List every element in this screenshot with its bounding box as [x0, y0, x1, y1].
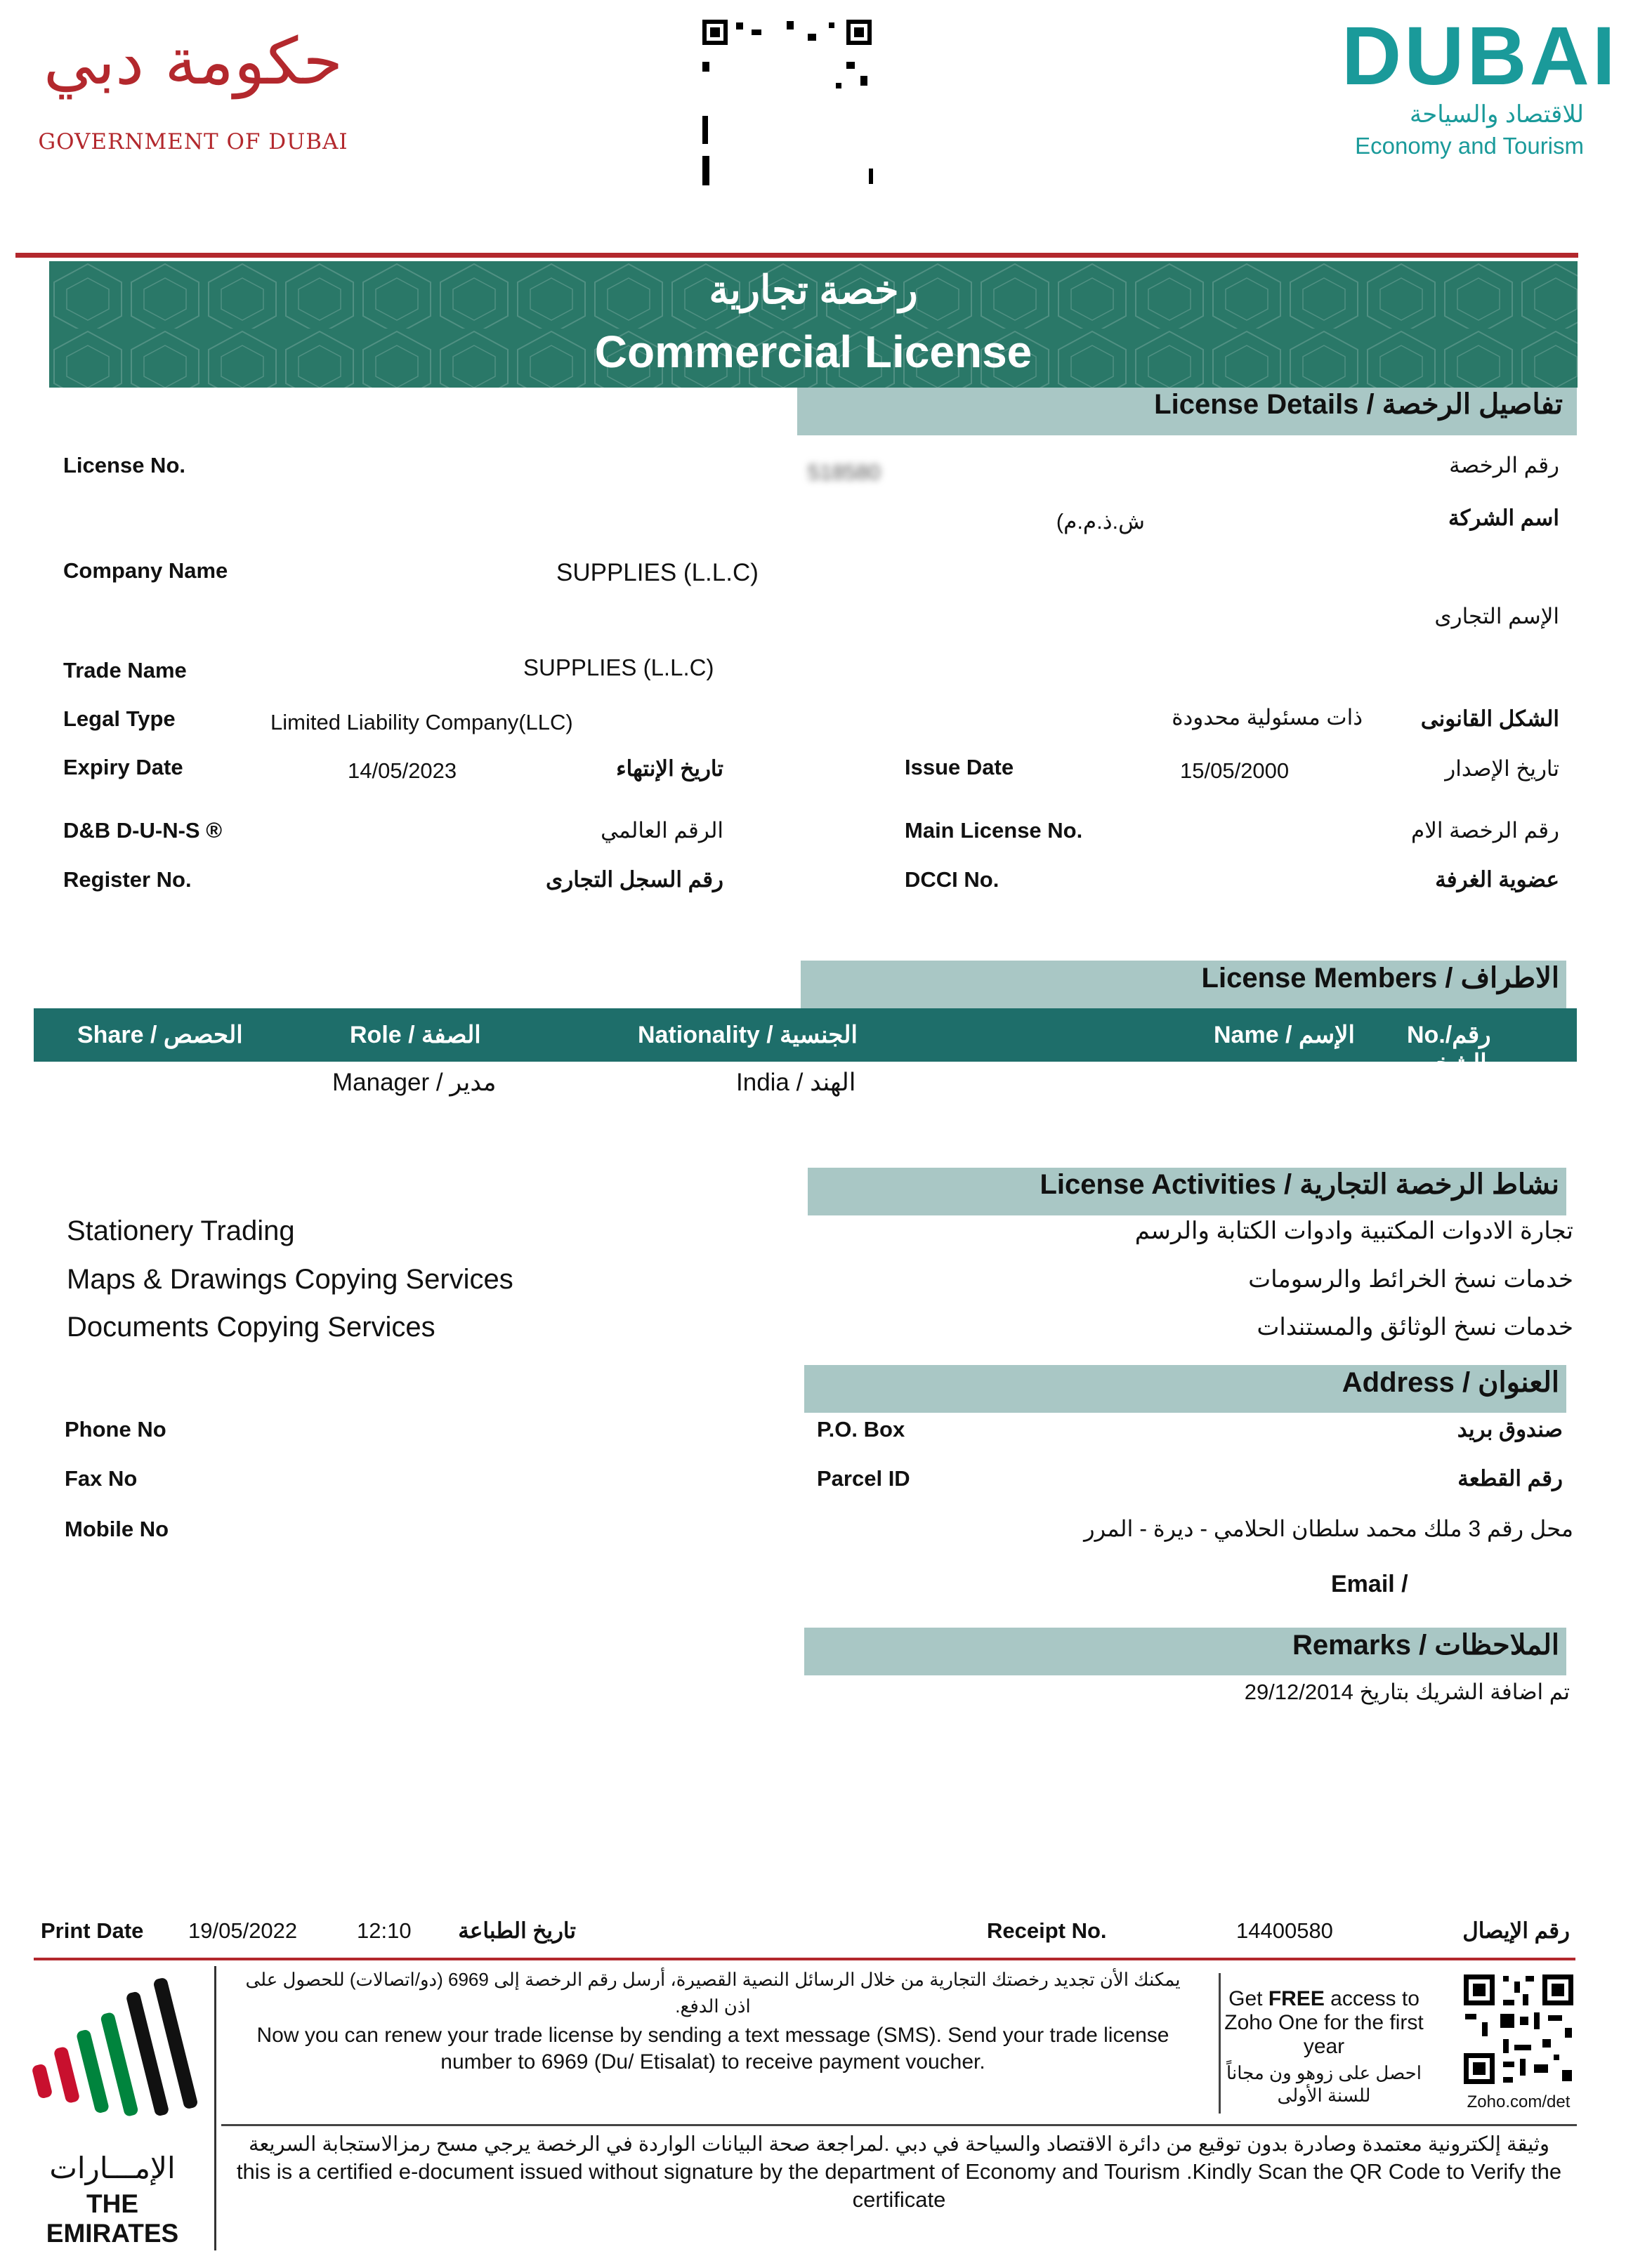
- activity-en-1: Stationery Trading: [67, 1215, 295, 1246]
- banner-title-arabic: رخصة تجارية: [709, 268, 918, 312]
- activity-en-2: Maps & Drawings Copying Services: [67, 1264, 513, 1295]
- col-name: Name / الإسم: [1214, 1022, 1355, 1048]
- issue-date-value: 15/05/2000: [1180, 758, 1290, 783]
- main-license-label: Main License No.: [905, 818, 1083, 843]
- zoho-link[interactable]: Zoho.com/det: [1467, 2092, 1571, 2111]
- sms-notice: [232, 1966, 1194, 2076]
- zoho-promo-arabic: احصل على زوهو ون مجاناً للسنة الأولى: [1226, 2062, 1422, 2106]
- dubai-logo-word: DUBAI: [1342, 10, 1618, 103]
- expiry-date-label-ar: تاريخ الإنتهاء: [616, 756, 723, 781]
- member-role: Manager / مدير: [332, 1069, 497, 1096]
- address-line-ar: محل رقم 3 ملك محمد سلطان الحلامي - ديرة - المرر: [1084, 1516, 1573, 1541]
- redacted-mark-1: [702, 116, 708, 144]
- register-no-label-ar: رقم السجل التجارى: [546, 867, 723, 892]
- zoho-qr-code[interactable]: [1461, 1972, 1576, 2087]
- dcci-no-label: DCCI No.: [905, 867, 999, 892]
- license-activities-title: License Activities / نشاط الرخصة التجارية: [1040, 1169, 1559, 1200]
- receipt-label-ar: رقم الإيصال: [1462, 1918, 1570, 1943]
- footer-vertical-divider: [214, 1966, 216, 2250]
- member-nationality: India / الهند: [736, 1069, 856, 1096]
- trade-name-value: SUPPLIES (L.L.C): [523, 654, 714, 680]
- expiry-date-label: Expiry Date: [63, 755, 183, 779]
- company-name-label-ar: اسم الشركة: [1448, 506, 1559, 530]
- gov-logo-arabic: حكومة دبي: [43, 24, 343, 99]
- receipt-value: 14400580: [1236, 1918, 1333, 1943]
- print-date-label-ar: تاريخ الطباعة: [458, 1918, 576, 1943]
- col-role: Role / الصفة: [350, 1022, 481, 1048]
- company-name-value-ar: ش.ذ.م.م): [1056, 509, 1145, 534]
- dubai-logo-english: Economy and Tourism: [1355, 133, 1584, 159]
- legal-type-label: Legal Type: [63, 706, 176, 731]
- legal-type-label-ar: الشكل القانونى: [1420, 706, 1559, 731]
- certified-divider: [221, 2124, 1577, 2126]
- emirates-logo: [21, 1973, 204, 2248]
- emirates-flag-stripes-icon: [21, 1973, 204, 2142]
- phone-label: Phone No: [65, 1417, 166, 1442]
- email-label: Email /: [1331, 1571, 1408, 1597]
- commercial-license-banner: [49, 261, 1578, 388]
- duns-label-ar: الرقم العالمي: [601, 818, 723, 843]
- dubai-economy-tourism-logo: [1342, 10, 1618, 176]
- issue-date-label: Issue Date: [905, 755, 1014, 779]
- main-license-label-ar: رقم الرخصة الام: [1411, 818, 1559, 843]
- trade-name-label: Trade Name: [63, 658, 187, 683]
- activity-en-3: Documents Copying Services: [67, 1312, 435, 1343]
- redacted-mark-3: [869, 169, 873, 184]
- expiry-date-value: 14/05/2023: [348, 758, 457, 783]
- government-of-dubai-logo: [35, 20, 351, 160]
- member-row: [34, 1062, 1577, 1111]
- receipt-label: Receipt No.: [987, 1918, 1107, 1943]
- license-no-label-ar: رقم الرخصة: [1449, 453, 1559, 477]
- mobile-label: Mobile No: [65, 1517, 169, 1541]
- emirates-logo-english: THE EMIRATES: [46, 2189, 179, 2248]
- license-details-title: License Details / تفاصيل الرخصة: [1154, 389, 1563, 420]
- fax-label: Fax No: [65, 1466, 138, 1491]
- trade-name-label-ar: الإسم التجارى: [1434, 604, 1559, 628]
- license-members-title: License Members / الاطراف: [1201, 963, 1559, 994]
- zoho-promo-english-1: Get: [1228, 1987, 1268, 2010]
- qr-code-top: [702, 20, 874, 97]
- activity-ar-3: خدمات نسخ الوثائق والمستندات: [1257, 1314, 1573, 1340]
- dcci-no-label-ar: عضوية الغرفة: [1435, 867, 1559, 892]
- zoho-promo-english: [1212, 1987, 1436, 2059]
- license-no-label: License No.: [63, 453, 185, 477]
- remarks-text: تم اضافة الشريك بتاريخ 29/12/2014: [1244, 1680, 1570, 1704]
- certified-notice: [225, 2131, 1573, 2214]
- activity-ar-1: تجارة الادوات المكتبية وادوات الكتابة والرسم: [1134, 1218, 1573, 1244]
- col-nationality: Nationality / الجنسية: [638, 1022, 858, 1048]
- zoho-promo-free: FREE: [1268, 1987, 1325, 2010]
- remarks-title: Remarks / الملاحظات: [1292, 1630, 1559, 1661]
- col-no: No./رقم الشخص: [1407, 1022, 1491, 1076]
- company-name-label: Company Name: [63, 558, 228, 583]
- certified-notice-english: this is a certified e-document issued without signature by the department of Economy and Tourism .Kindly Scan the QR Code to Verify the certificate: [236, 2159, 1562, 2212]
- legal-type-value: Limited Liability Company(LLC): [270, 710, 573, 734]
- parcel-label-ar: رقم القطعة: [1457, 1466, 1563, 1491]
- col-share: Share / الحصص: [77, 1022, 243, 1048]
- footer-divider: [34, 1958, 1575, 1960]
- issue-date-label-ar: تاريخ الإصدار: [1445, 756, 1559, 781]
- print-date-value: 19/05/2022: [188, 1918, 298, 1943]
- members-table-header: [34, 1008, 1577, 1076]
- redacted-mark-2: [702, 156, 709, 185]
- sms-notice-arabic: يمكنك الأن تجديد رخصتك التجارية من خلال الرسائل النصية القصيرة، أرسل رقم الرخصة إلى 6969 (دو/اتصالات) للحصول على اذن الدفع.: [245, 1969, 1181, 2017]
- company-name-value: SUPPLIES (L.L.C): [556, 559, 759, 586]
- license-no-value: 518580: [808, 460, 881, 484]
- gov-logo-english: GOVERNMENT OF DUBAI: [38, 129, 348, 154]
- emirates-logo-arabic: الإمـــارات: [49, 2151, 176, 2184]
- zoho-promo-english-2: access to Zoho One for the first year: [1224, 1987, 1424, 2058]
- print-date-label: Print Date: [41, 1918, 144, 1943]
- certified-notice-arabic: وثيقة إلكترونية معتمدة وصادرة بدون توقيع من دائرة الاقتصاد والسياحة في دبي .لمراجعة صحة البيانات الواردة في الرخصة يرجي مسح رمزالاستجابة السريعة: [248, 2133, 1550, 2156]
- dubai-logo-arabic: للاقتصاد والسياحة: [1409, 101, 1584, 128]
- activity-ar-2: خدمات نسخ الخرائط والرسومات: [1248, 1266, 1573, 1293]
- sms-notice-english: Now you can renew your trade license by sending a text message (SMS). Send your trade license number to 6969 (Du/ Etisalat) to receive payment voucher.: [256, 2024, 1169, 2073]
- register-no-label: Register No.: [63, 867, 192, 892]
- parcel-label: Parcel ID: [817, 1466, 910, 1491]
- print-time-value: 12:10: [357, 1918, 412, 1943]
- pobox-label: P.O. Box: [817, 1417, 905, 1442]
- legal-type-value-ar: ذات مسئولية محدودة: [1172, 705, 1363, 730]
- banner-title-english: Commercial License: [594, 327, 1032, 377]
- address-title: Address / العنوان: [1342, 1367, 1559, 1398]
- header-divider: [15, 253, 1578, 258]
- duns-label: D&B D-U-N-S ®: [63, 818, 223, 843]
- zoho-promo[interactable]: [1212, 1987, 1436, 2107]
- pobox-label-ar: صندوق بريد: [1457, 1417, 1563, 1442]
